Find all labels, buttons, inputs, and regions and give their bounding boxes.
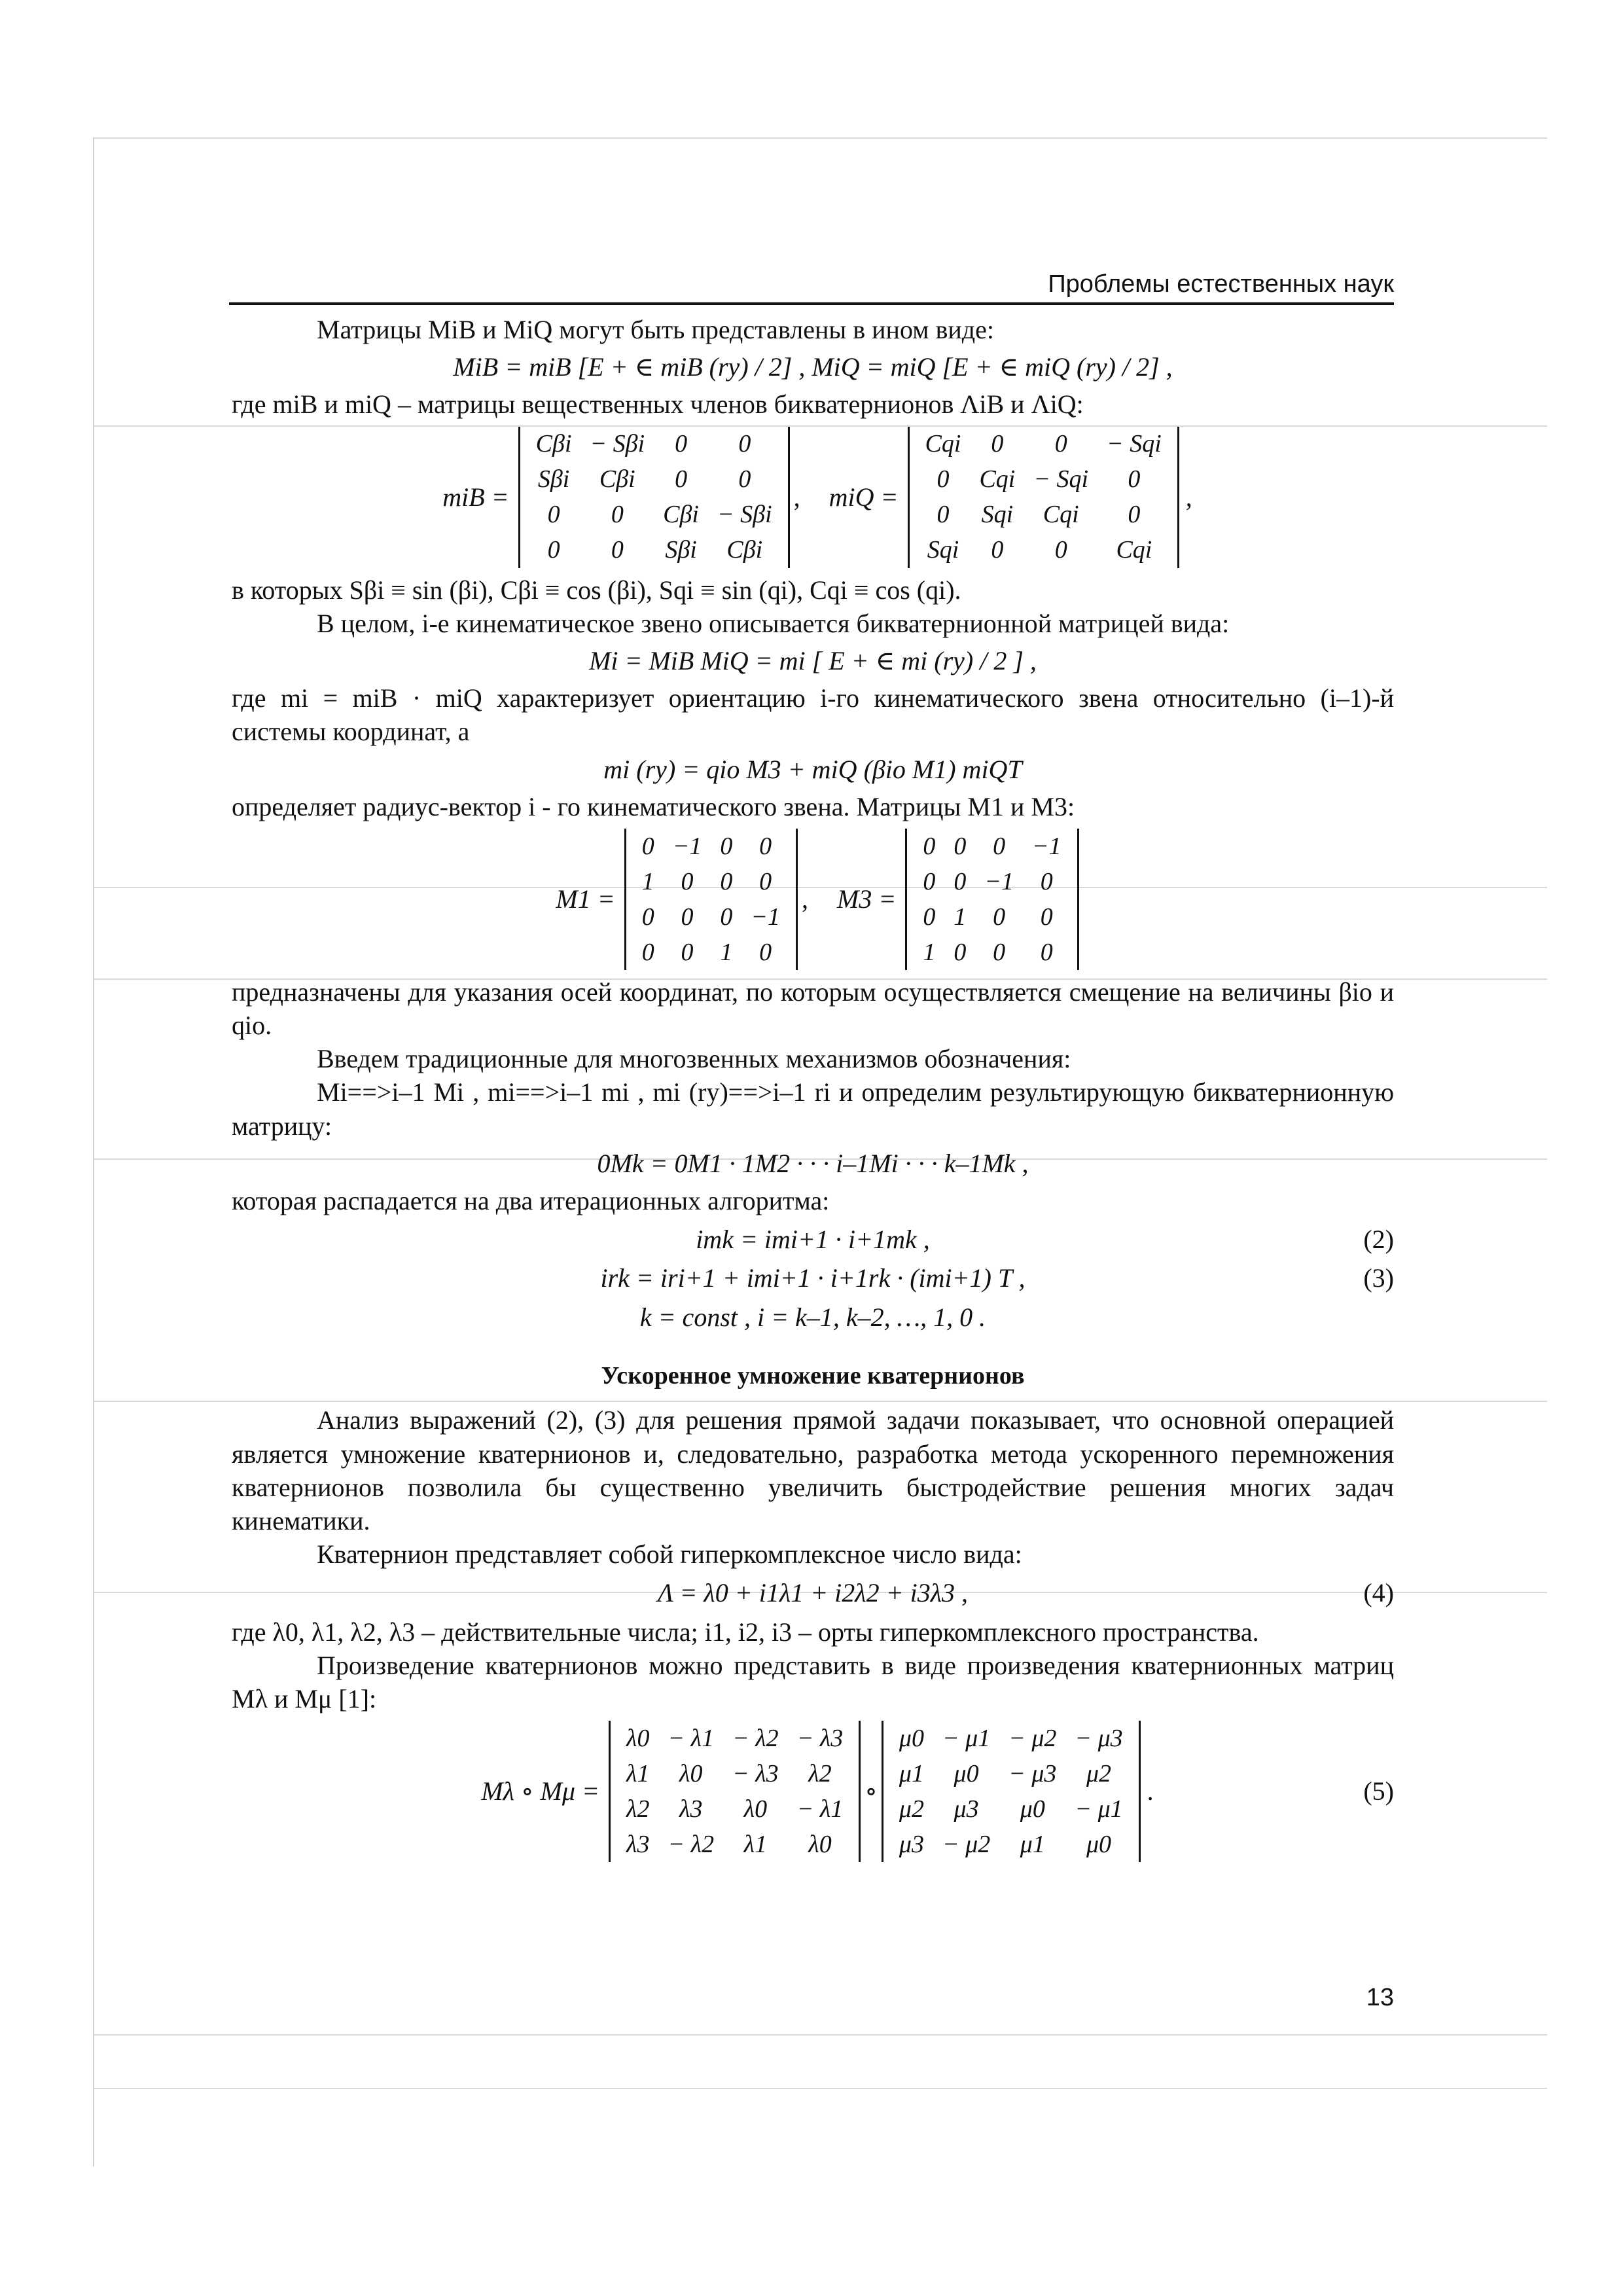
matrix-row <box>633 829 789 864</box>
matrix-cell: 0 <box>923 903 936 931</box>
matrix-cell: 0 <box>681 867 694 895</box>
matrix-cell: 0 <box>954 938 967 966</box>
matrix-row <box>633 899 789 935</box>
matrix-cell: 1 <box>923 938 936 966</box>
matrix-cell: Sβi <box>665 536 697 564</box>
equation-2 <box>232 1223 1394 1256</box>
matrix-cell: 0 <box>547 536 560 564</box>
paragraph: определяет радиус-вектор i - го кинематического звена. Матрицы M1 и M3: <box>232 791 1075 821</box>
matrix-row <box>890 1756 1132 1791</box>
matrix-cell: Cqi <box>1116 536 1152 564</box>
matrix-cell: − Sβi <box>717 501 772 529</box>
equation: irk = iri+1 + imi+1 · i+1rk · (imi+1) T , <box>600 1263 1026 1293</box>
paragraph: предназначены для указания осей координат, по которым осуществляется смещение на величины βio и qio. <box>232 977 1394 1041</box>
matrix-cell: μ2 <box>1086 1759 1112 1787</box>
matrix-row <box>527 462 781 497</box>
matrix-cell: 0 <box>991 536 1004 564</box>
matrix-cell: 1 <box>720 938 733 966</box>
equation-4 <box>232 1576 1394 1609</box>
matrix-M3 <box>905 829 1079 970</box>
matrix-mB <box>518 427 790 568</box>
matrix-row <box>914 899 1070 935</box>
matrix-label: miQ = <box>829 482 899 512</box>
matrix-cell: − λ1 <box>796 1795 844 1823</box>
matrix-row <box>617 1756 852 1791</box>
matrix-cell: 0 <box>759 867 772 895</box>
paragraph: в которых Sβi ≡ sin (βi), Cβi ≡ cos (βi), Sqi ≡ sin (qi), Cqi ≡ cos (qi). <box>232 575 961 605</box>
matrix-cell: 0 <box>923 867 936 895</box>
paragraph: Mi==>i–1 Mi , mi==>i–1 mi , mi (ry)==>i–1 ri и определим результирующую бикватернионную матрицу: <box>232 1077 1394 1141</box>
matrix-cell: Sqi <box>981 501 1014 529</box>
paragraph: Матрицы MiB и MiQ могут быть представлены в ином виде: <box>317 315 994 344</box>
matrix-cell: μ0 <box>899 1724 924 1752</box>
matrix-row <box>633 864 789 899</box>
matrix-cell: 0 <box>738 465 751 493</box>
matrix-cell: − λ2 <box>732 1724 779 1752</box>
equation-number: (3) <box>1363 1263 1394 1293</box>
matrix-row <box>633 935 789 970</box>
paragraph: В целом, i-е кинематическое звено описывается бикватернионной матрицей вида: <box>317 608 1230 638</box>
matrix-row <box>617 1721 852 1756</box>
matrix-row <box>617 1791 852 1827</box>
matrix-cell: 0 <box>641 938 654 966</box>
matrix-cell: − λ3 <box>732 1759 779 1787</box>
matrix-row <box>914 829 1070 864</box>
matrix-cell: 0 <box>675 465 688 493</box>
matrix-cell: 0 <box>547 501 560 529</box>
matrix-cell: 0 <box>936 465 950 493</box>
matrix-cell: −1 <box>751 903 780 931</box>
paragraph: Кватернион представляет собой гиперкомплексное число вида: <box>317 1539 1022 1570</box>
matrix-row <box>914 864 1070 899</box>
matrix-cell: λ2 <box>626 1795 650 1823</box>
matrix-cell: μ3 <box>954 1795 979 1823</box>
matrix-equation-M1-M3: M1 = 0 −1 0 0 1 0 0 0 0 0 0 −1 0 0 1 0 , M3 = 0 0 0 −1 0 0 −1 0 0 1 0 0 1 0 0 0 <box>232 829 1394 970</box>
paragraph: где mi = miB · miQ характеризует ориентацию i-го кинематического звена относительно (i–1)-й системы координат, а <box>232 683 1394 747</box>
matrix-cell: 1 <box>954 903 967 931</box>
matrix-label: M3 = <box>837 884 897 914</box>
matrix-cell: 0 <box>759 938 772 966</box>
matrix-cell: μ1 <box>899 1759 924 1787</box>
equation: Mi = MiB MiQ = mi [ E + ∈ mi (ry) / 2 ] , <box>589 645 1037 675</box>
paragraph: которая распадается на два итерационных алгоритма: <box>232 1186 830 1215</box>
operator: ∘ <box>865 1776 878 1806</box>
matrix-row <box>890 1721 1132 1756</box>
matrix-mQ <box>908 427 1179 568</box>
equation: MiB = miB [E + ∈ miB (ry) / 2] , MiQ = miQ [E + ∈ miQ (ry) / 2] , <box>453 352 1173 382</box>
matrix-cell: Cβi <box>663 501 699 529</box>
matrix-cell: 0 <box>936 501 950 529</box>
matrix-cell: − μ2 <box>1008 1724 1057 1752</box>
matrix-cell: 0 <box>1040 903 1053 931</box>
page-number: 13 <box>1366 1984 1394 2011</box>
matrix-cell: Cβi <box>535 430 572 458</box>
paragraph: Произведение кватернионов можно представить в виде произведения кватернионных матриц Mλ и Mμ [1]: <box>232 1650 1394 1713</box>
matrix-equation-mB-mQ: miB = Cβi − Sβi 0 0 Sβi Cβi 0 0 0 0 Cβi − Sβi 0 0 Sβi Cβi , miQ = Cqi 0 0 − Sqi 0 Cqi − Sqi 0 0 Sqi Cqi 0 Sqi 0 0 Cqi , <box>232 427 1394 568</box>
matrix-cell: 0 <box>993 938 1006 966</box>
matrix-row <box>916 462 1171 497</box>
matrix-cell: −1 <box>984 867 1014 895</box>
matrix-cell: λ0 <box>626 1724 650 1752</box>
matrix-cell: Cqi <box>925 430 961 458</box>
matrix-cell: λ3 <box>679 1795 703 1823</box>
matrix-cell: 0 <box>675 430 688 458</box>
matrix-label: miB = <box>442 482 509 512</box>
matrix-cell: 0 <box>954 832 967 860</box>
matrix-row <box>527 427 781 462</box>
matrix-cell: − λ1 <box>668 1724 715 1752</box>
matrix-row <box>617 1827 852 1862</box>
paragraph: где miB и miQ – матрицы вещественных членов бикватернионов ΛiB и ΛiQ: <box>232 389 1084 420</box>
matrix-M-lambda <box>609 1721 861 1862</box>
equation: Λ = λ0 + i1λ1 + i2λ2 + i3λ3 , <box>657 1578 969 1608</box>
matrix-row <box>890 1791 1132 1827</box>
equation-number: (2) <box>1363 1225 1394 1255</box>
matrix-cell: Cqi <box>1043 501 1079 529</box>
matrix-cell: 0 <box>1128 465 1141 493</box>
paragraph: Введем традиционные для многозвенных механизмов обозначения: <box>317 1044 1071 1074</box>
matrix-cell: 0 <box>1040 938 1053 966</box>
matrix-row <box>527 533 781 568</box>
matrix-cell: − Sqi <box>1107 430 1162 458</box>
equation-number: (4) <box>1363 1578 1394 1608</box>
matrix-cell: λ0 <box>743 1795 768 1823</box>
matrix-cell: − λ2 <box>668 1830 715 1858</box>
matrix-cell: 0 <box>993 832 1006 860</box>
equation: mi (ry) = qio M3 + miQ (βio M1) miQT <box>603 754 1022 784</box>
matrix-cell: − Sβi <box>590 430 645 458</box>
matrix-cell: λ0 <box>679 1759 703 1787</box>
matrix-cell: μ0 <box>1020 1795 1045 1823</box>
matrix-row <box>916 427 1171 462</box>
matrix-cell: Sβi <box>537 465 570 493</box>
matrix-cell: 0 <box>681 938 694 966</box>
matrix-M-mu <box>882 1721 1141 1862</box>
article-body <box>232 313 1394 1867</box>
matrix-M1 <box>624 829 798 970</box>
paragraph: Анализ выражений (2), (3) для решения прямой задачи показывает, что основной операцией является умножение кватернионов и, следовательно, разработка метода ускоренного перемножения кватернионов позволила бы существенно увеличить быстродействие решения многих задач кинематики. <box>232 1405 1394 1535</box>
matrix-cell: 0 <box>759 832 772 860</box>
matrix-cell: Sqi <box>927 536 959 564</box>
paragraph: где λ0, λ1, λ2, λ3 – действительные числа; i1, i2, i3 – орты гиперкомплексного пространства. <box>232 1617 1259 1647</box>
matrix-cell: 0 <box>1040 867 1053 895</box>
matrix-cell: 0 <box>1128 501 1141 529</box>
matrix-cell: 0 <box>720 867 733 895</box>
matrix-cell: 0 <box>720 903 733 931</box>
matrix-cell: 0 <box>641 903 654 931</box>
matrix-cell: λ3 <box>626 1830 650 1858</box>
equation: k = const , i = k–1, k–2, …, 1, 0 . <box>639 1302 986 1332</box>
matrix-cell: 0 <box>1054 536 1067 564</box>
matrix-row <box>914 935 1070 970</box>
matrix-row <box>916 497 1171 533</box>
matrix-cell: − Sqi <box>1033 465 1089 493</box>
matrix-cell: μ3 <box>899 1830 924 1858</box>
matrix-cell: 1 <box>641 867 654 895</box>
matrix-cell: − μ1 <box>942 1724 991 1752</box>
matrix-cell: 0 <box>1054 430 1067 458</box>
matrix-cell: − λ3 <box>796 1724 844 1752</box>
matrix-cell: λ1 <box>743 1830 768 1858</box>
matrix-cell: 0 <box>641 832 654 860</box>
matrix-cell: 0 <box>738 430 751 458</box>
matrix-cell: Cqi <box>979 465 1016 493</box>
matrix-cell: μ2 <box>899 1795 924 1823</box>
matrix-cell: λ2 <box>808 1759 832 1787</box>
header-rule <box>229 302 1394 305</box>
equation-3 <box>232 1261 1394 1295</box>
matrix-cell: −1 <box>672 832 702 860</box>
matrix-cell: 0 <box>720 832 733 860</box>
matrix-cell: − μ2 <box>942 1830 991 1858</box>
matrix-cell: 0 <box>923 832 936 860</box>
matrix-cell: 0 <box>611 501 624 529</box>
matrix-cell: 0 <box>991 430 1004 458</box>
matrix-cell: 0 <box>993 903 1006 931</box>
journal-title: Проблемы естественных наук <box>1048 270 1394 298</box>
equation: 0Mk = 0M1 · 1M2 · · · i–1Mi · · · k–1Mk , <box>597 1148 1029 1178</box>
matrix-cell: Cβi <box>726 536 763 564</box>
equation-number: (5) <box>1363 1776 1394 1806</box>
section-title: Ускоренное умножение кватернионов <box>601 1361 1025 1390</box>
matrix-cell: −1 <box>1031 832 1061 860</box>
matrix-cell: 0 <box>611 536 624 564</box>
matrix-cell: λ1 <box>626 1759 650 1787</box>
matrix-cell: − μ1 <box>1075 1795 1123 1823</box>
matrix-cell: − μ3 <box>1008 1759 1057 1787</box>
matrix-cell: μ0 <box>954 1759 979 1787</box>
matrix-cell: − μ3 <box>1075 1724 1123 1752</box>
matrix-cell: λ0 <box>808 1830 832 1858</box>
matrix-cell: μ1 <box>1020 1830 1045 1858</box>
matrix-row <box>890 1827 1132 1862</box>
equation-5: Mλ ∘ Mμ = λ0 − λ1 − λ2 − λ3 λ1 λ0 − λ3 λ2 λ2 λ3 λ0 − λ1 λ3 − λ2 λ1 λ0 ∘ μ0 − μ1 − μ2 − μ3 μ1 μ0 − μ3 μ2 μ2 μ3 μ0 − μ1 μ3 − μ2 μ1 μ0 . (5) <box>232 1721 1394 1862</box>
matrix-cell: 0 <box>681 903 694 931</box>
matrix-row <box>527 497 781 533</box>
matrix-cell: μ0 <box>1086 1830 1112 1858</box>
matrix-cell: Cβi <box>599 465 635 493</box>
equation: imk = imi+1 · i+1mk , <box>696 1225 930 1255</box>
matrix-cell: 0 <box>954 867 967 895</box>
matrix-row <box>916 533 1171 568</box>
matrix-label: M1 = <box>556 884 615 914</box>
matrix-label: Mλ ∘ Mμ = <box>481 1776 599 1806</box>
